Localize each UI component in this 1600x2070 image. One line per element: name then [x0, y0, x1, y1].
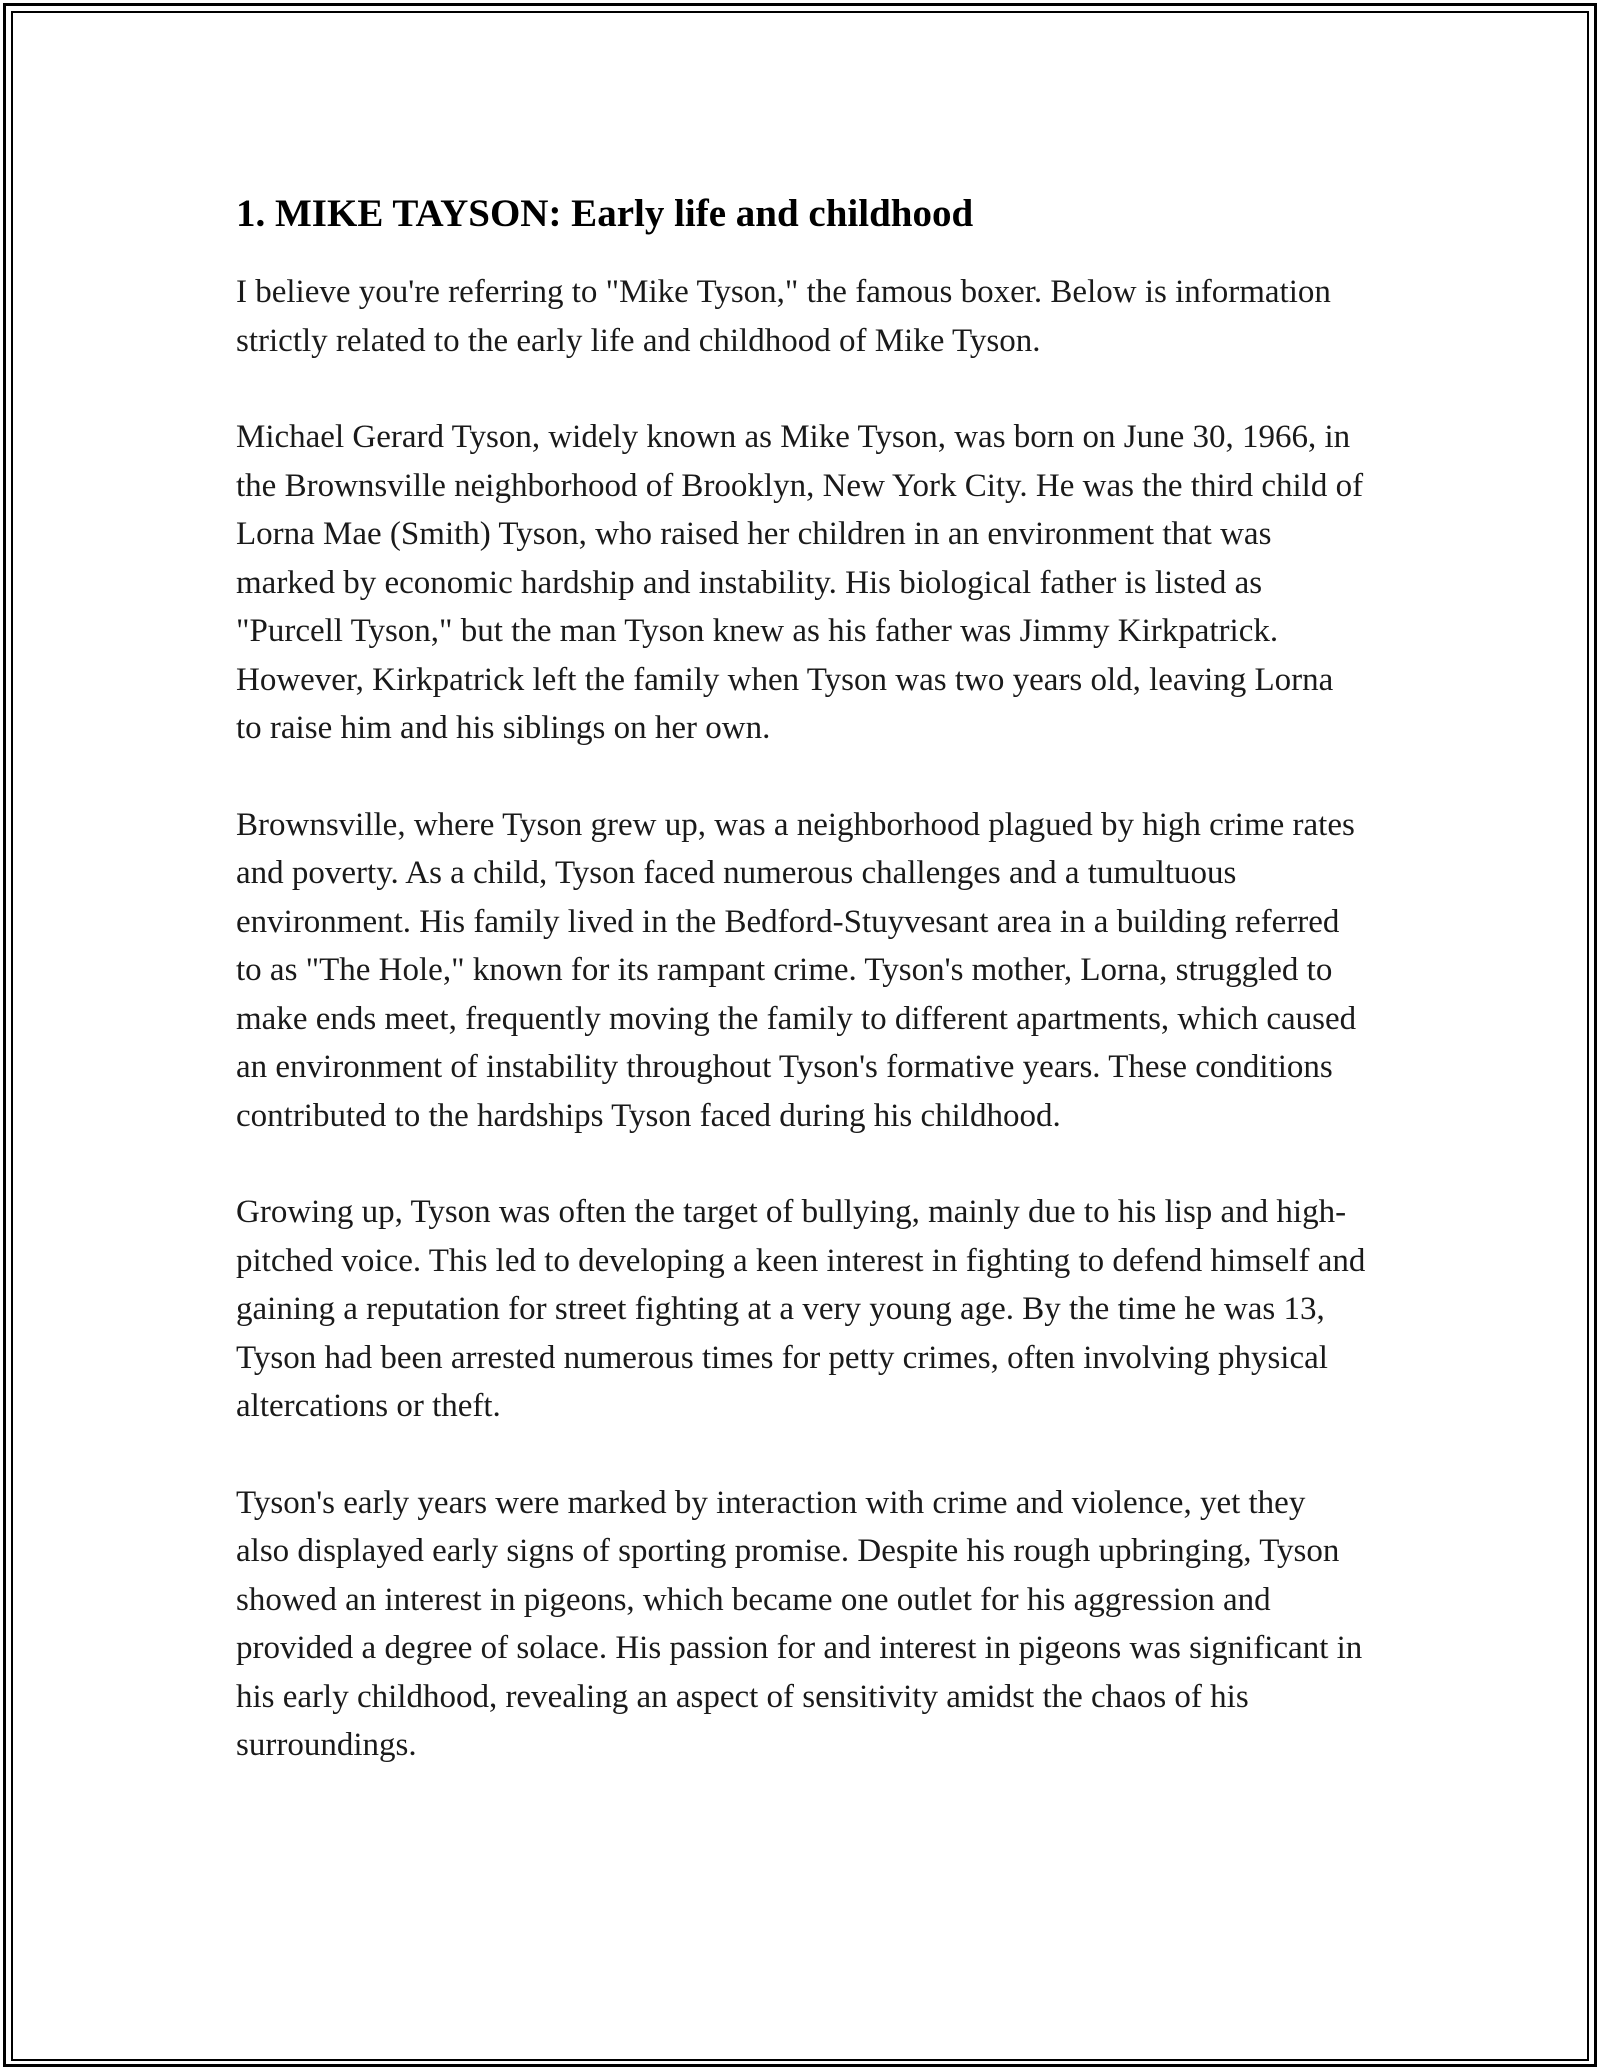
paragraph-brownsville: Brownsville, where Tyson grew up, was a neighborhood plagued by high crime rates and poverty. As a child, Tyson faced numerous challenges and a tumultuous environment. His family lived in the Bedford-Stuyvesant area in a building referred to as "The Hole," known for its rampant crime. Tyson's mother, Lorna, struggled to make ends meet, frequently moving the family to different apartments, which caused an environment of instability throughout Tyson's formative years. These conditions contributed to the hardships Tyson faced during his childhood. — [236, 806, 1357, 1134]
page-title: 1. MIKE TAYSON: Early life and childhood — [236, 192, 974, 235]
paragraph-intro: I believe you're referring to "Mike Tyson," the famous boxer. Below is information strictly related to the early life and childhood of Mike Tyson. — [236, 274, 1331, 359]
paragraph-bullying: Growing up, Tyson was often the target of bullying, mainly due to his lisp and high-pitched voice. This led to developing a keen interest in fighting to defend himself and gaining a reputation for street fighting at a very young age. By the time he was 13, Tyson had been arrested numerous times for petty crimes, often involving physical altercations or theft. — [236, 1194, 1366, 1424]
paragraph-birth-family: Michael Gerard Tyson, widely known as Mike Tyson, was born on June 30, 1966, in the Brownsville neighborhood of Brooklyn, New York City. He was the third child of Lorna Mae (Smith) Tyson, who raised her children in an environment that was marked by economic hardship and instability. His biological father is listed as "Purcell Tyson," but the man Tyson knew as his father was Jimmy Kirkpatrick. However, Kirkpatrick left the family when Tyson was two years old, leaving Lorna to raise him and his siblings on her own. — [236, 419, 1364, 746]
paragraph-pigeons: Tyson's early years were marked by interaction with crime and violence, yet they also displayed early signs of sporting promise. Despite his rough upbringing, Tyson showed an interest in pigeons, which became one outlet for his aggression and provided a degree of solace. His passion for and interest in pigeons was significant in his early childhood, revealing an aspect of sensitivity amidst the chaos of his surroundings. — [236, 1484, 1363, 1763]
document-body — [236, 188, 1366, 1818]
